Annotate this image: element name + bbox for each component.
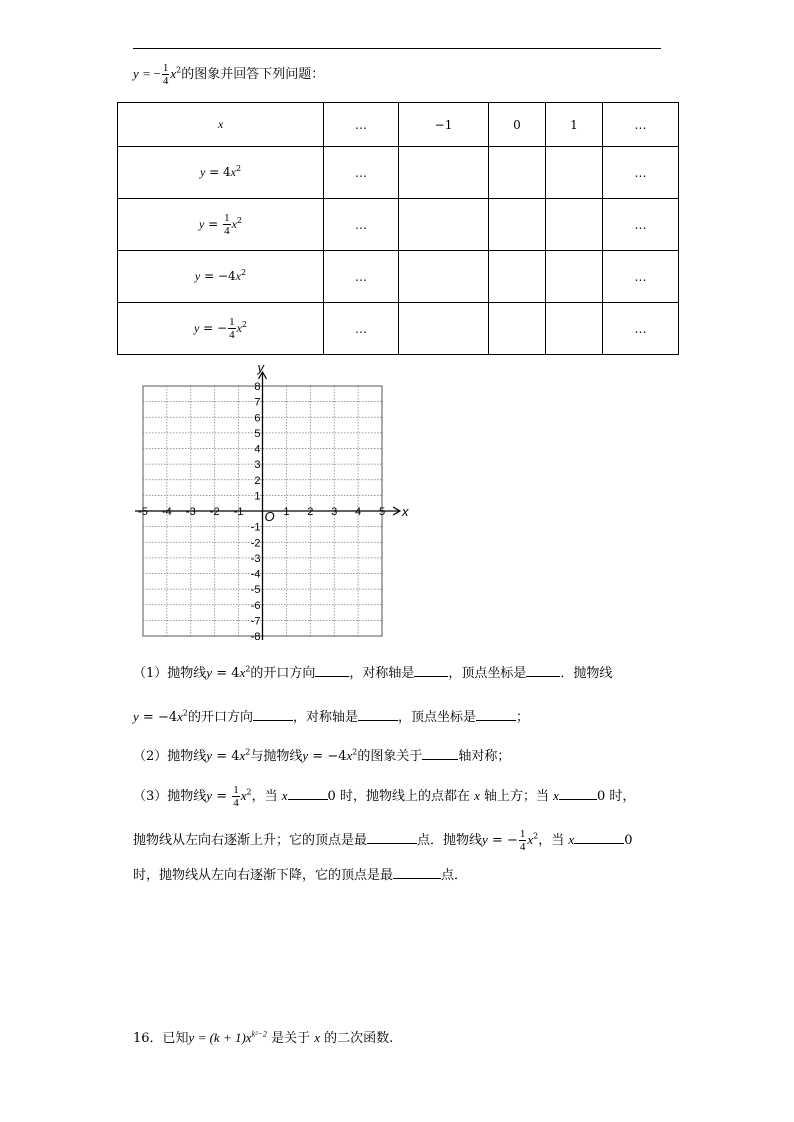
- table-cell: [546, 147, 603, 199]
- table-header-row: [118, 103, 679, 147]
- table-cell: …: [324, 103, 399, 147]
- table-row: [118, 303, 679, 355]
- table-cell: 0: [489, 103, 546, 147]
- x-tick-label: 3: [331, 506, 338, 518]
- table-cell: [489, 251, 546, 303]
- question-2: （2）抛物线$y = 4x^2$与抛物线$y = -4x^2$的图象关于 轴对称；: [133, 747, 511, 764]
- x-tick-label: -2: [209, 506, 220, 518]
- question-3-line-1: （3）抛物线y = $\frac{1}{4}$ $x^2$，当 x 0 时，抛物线上的点都在 x 轴上方；当 x 0 时，: [133, 784, 636, 809]
- intro-line: y = − $\frac{1}{4}$ $x^2$的图象并回答下列问题：: [133, 62, 325, 87]
- y-tick-label: 1: [254, 490, 261, 503]
- y-tick-label: 6: [254, 412, 261, 425]
- table-cell: [489, 199, 546, 251]
- table-cell: [399, 251, 489, 303]
- question-1-line-2: $y = -4x^2$的开口方向 ，对称轴是 ，顶点坐标是 ；: [133, 708, 530, 725]
- header-x: x: [118, 103, 324, 147]
- y-tick-label: -4: [250, 568, 261, 581]
- y-tick-label: 2: [254, 474, 261, 487]
- x-tick-label: 1: [283, 506, 290, 518]
- x-tick-label: -4: [162, 506, 172, 518]
- question-16: 16．已知$y = (k + 1)x^{k^2-2}$ 是关于 x 的二次函数.: [133, 1029, 394, 1046]
- table-cell: …: [324, 199, 399, 251]
- question-3-line-2: 抛物线从左向右逐渐上升；它的顶点是最 点．抛物线y = − $\frac{1}{4}$ $x^2$，当 x 0: [133, 828, 633, 853]
- y-tick-label: -6: [250, 599, 261, 612]
- table-cell: …: [603, 103, 679, 147]
- table-cell: …: [324, 303, 399, 355]
- y-axis-label: y: [257, 360, 264, 375]
- x-tick-label: 2: [307, 506, 314, 518]
- x-tick-label: 4: [355, 506, 362, 518]
- table-cell: …: [603, 147, 679, 199]
- y-tick-label: -7: [250, 615, 261, 628]
- question-1-line-1: （1）抛物线$y = 4x^2$的开口方向 ，对称轴是 ，顶点坐标是 ．抛物线: [133, 664, 613, 681]
- table-cell: …: [324, 147, 399, 199]
- x-tick-label: -5: [138, 506, 148, 518]
- y-tick-label: -8: [250, 631, 261, 643]
- x-axis-label: x: [402, 504, 409, 519]
- table-cell: [399, 199, 489, 251]
- table-cell: [399, 147, 489, 199]
- y-tick-label: 7: [254, 396, 261, 409]
- table-cell: −1: [399, 103, 489, 147]
- row-label: y = $\frac{1}{4}$ $x^2$: [118, 199, 324, 251]
- table-cell: …: [603, 303, 679, 355]
- table-cell: [546, 199, 603, 251]
- table-cell: …: [603, 251, 679, 303]
- table-row: [118, 199, 679, 251]
- y-tick-label: -2: [250, 537, 261, 550]
- y-tick-label: -5: [250, 584, 261, 597]
- origin-label: O: [264, 509, 275, 524]
- x-tick-label: -1: [233, 506, 244, 518]
- y-tick-label: -3: [250, 552, 261, 565]
- table-cell: [546, 303, 603, 355]
- table-cell: [546, 251, 603, 303]
- value-table: [117, 102, 679, 355]
- y-tick-label: 4: [254, 443, 261, 456]
- x-tick-label: 5: [378, 506, 386, 518]
- table-row: [118, 251, 679, 303]
- table-cell: …: [324, 251, 399, 303]
- y-tick-label: 3: [254, 459, 261, 472]
- row-label: y = − $\frac{1}{4}$ $x^2$: [118, 303, 324, 355]
- table-row: [118, 147, 679, 199]
- coordinate-grid: [130, 360, 410, 644]
- header-rule: [133, 48, 661, 49]
- table-cell: [399, 303, 489, 355]
- row-label: $y = 4x^2$: [118, 147, 324, 199]
- table-cell: [489, 303, 546, 355]
- y-tick-label: 5: [254, 427, 261, 440]
- table-cell: 1: [546, 103, 603, 147]
- table-cell: …: [603, 199, 679, 251]
- y-tick-label: -1: [250, 521, 261, 534]
- x-tick-label: -3: [185, 506, 196, 518]
- y-tick-label: 8: [254, 381, 261, 393]
- question-3-line-3: 时，抛物线从左向右逐渐下降，它的顶点是最 点．: [133, 868, 468, 883]
- table-cell: [489, 147, 546, 199]
- row-label: $y = -4x^2$: [118, 251, 324, 303]
